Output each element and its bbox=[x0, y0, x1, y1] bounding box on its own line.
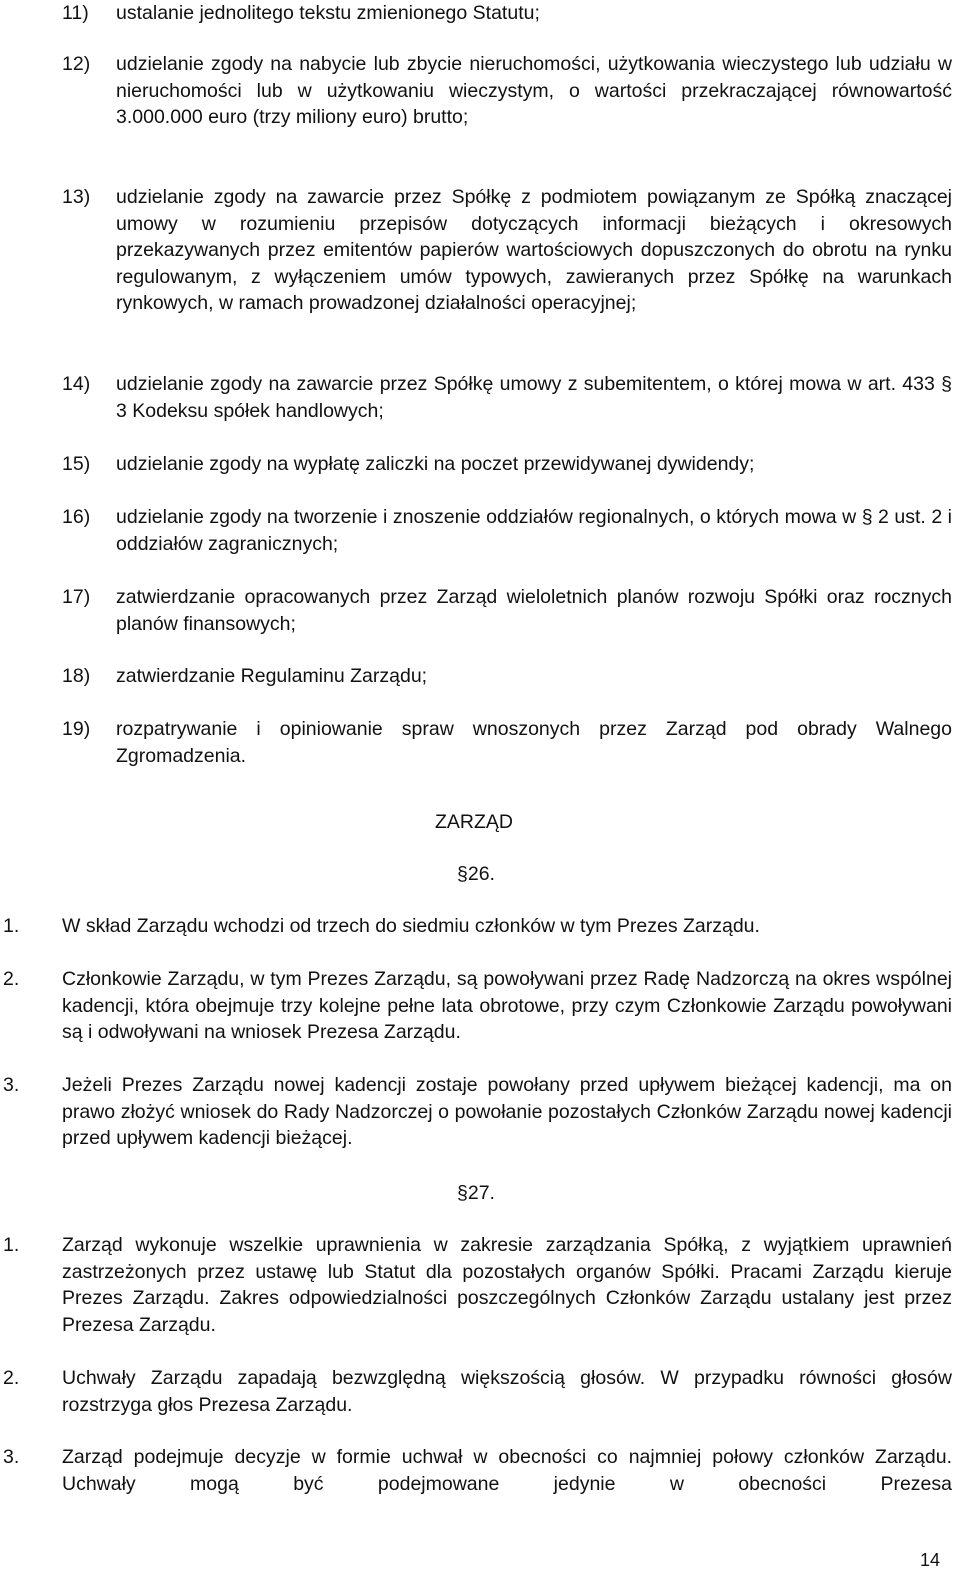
list-number: 12) bbox=[62, 53, 91, 75]
item-number: 2. bbox=[3, 968, 20, 990]
item-text: Zarząd podejmuje decyzje w formie uchwał w obecności co najmniej połowy członków Zarządu. Uchwały mogą być podejmowane jedynie w obecności Prezesa bbox=[62, 1446, 952, 1495]
list-number: 13) bbox=[62, 186, 91, 208]
item-number: 3. bbox=[3, 1074, 20, 1096]
list-item-13 bbox=[0, 184, 952, 317]
item-text: Członkowie Zarządu, w tym Prezes Zarządu, są powoływani przez Radę Nadzorczą na okres wspólnej kadencji, która obejmuje trzy kolejne pełne lata obrotowe, przy czym Członkowie Zarządu powoływani są i odwoływani na wniosek Prezesa Zarządu. bbox=[62, 968, 952, 1044]
item-number: 2. bbox=[3, 1367, 20, 1389]
list-text: udzielanie zgody na tworzenie i znoszenie oddziałów regionalnych, o których mowa w § 2 ust. 2 i oddziałów zagranicznych; bbox=[116, 506, 952, 555]
list-number: 11) bbox=[62, 2, 89, 24]
item-text: Uchwały Zarządu zapadają bezwzględną większością głosów. W przypadku równości głosów rozstrzyga głos Prezesa Zarządu. bbox=[62, 1367, 952, 1416]
list-item-14 bbox=[0, 371, 952, 424]
list-item-19 bbox=[0, 716, 952, 769]
section-heading: ZARZĄD bbox=[435, 811, 513, 833]
list-text: udzielanie zgody na zawarcie przez Spółkę z podmiotem powiązanym ze Spółką znaczącej umowy w rozumieniu przepisów dotyczących informacji bieżących i okresowych przekazywanych przez emitentów papierów wartościowych dopuszczonych do obrotu na rynku regulowanym, z wyłączeniem umów typowych, zawieranych przez Spółkę na warunkach rynkowych, w ramach prowadzonej działalności operacyjnej; bbox=[116, 186, 952, 315]
list-item-15 bbox=[0, 451, 952, 478]
list-number: 18) bbox=[62, 665, 91, 687]
item-text: Zarząd wykonuje wszelkie uprawnienia w zakresie zarządzania Spółką, z wyjątkiem uprawnień zastrzeżonych przez ustawę lub Statut dla pozostałych organów Spółki. Pracami Zarządu kieruje Prezes Zarządu. Zakres odpowiedzialności poszczególnych Członków Zarządu ustalany jest przez Prezesa Zarządu. bbox=[62, 1234, 952, 1336]
paragraph-27-item-3 bbox=[0, 1444, 952, 1497]
list-text: udzielanie zgody na wypłatę zaliczki na poczet przewidywanej dywidendy; bbox=[116, 453, 755, 475]
list-text: zatwierdzanie opracowanych przez Zarząd wieloletnich planów rozwoju Spółki oraz rocznych planów finansowych; bbox=[116, 586, 952, 635]
list-number: 14) bbox=[62, 373, 91, 395]
paragraph-26-item-1 bbox=[0, 913, 952, 940]
item-number: 3. bbox=[3, 1446, 20, 1468]
list-number: 16) bbox=[62, 506, 91, 528]
page-number: 14 bbox=[920, 1550, 941, 1570]
list-text: ustalanie jednolitego tekstu zmienionego Statutu; bbox=[116, 2, 540, 24]
list-item-17 bbox=[0, 584, 952, 637]
paragraph-26-item-3 bbox=[0, 1072, 952, 1152]
item-text: Jeżeli Prezes Zarządu nowej kadencji zostaje powołany przed upływem bieżącej kadencji, ma on prawo złożyć wniosek do Rady Nadzorczej o powołanie pozostałych Członków Zarządu nowej kadencji przed upływem kadencji bieżącej. bbox=[62, 1074, 952, 1150]
paragraph-26-heading: §26. bbox=[457, 863, 495, 885]
list-item-16 bbox=[0, 504, 952, 557]
paragraph-27-item-1 bbox=[0, 1232, 952, 1338]
paragraph-27-item-2 bbox=[0, 1365, 952, 1418]
list-number: 15) bbox=[62, 453, 91, 475]
paragraph-26-item-2 bbox=[0, 966, 952, 1046]
list-text: zatwierdzanie Regulaminu Zarządu; bbox=[116, 665, 428, 687]
list-text: rozpatrywanie i opiniowanie spraw wnoszonych przez Zarząd pod obrady Walnego Zgromadzenia. bbox=[116, 718, 952, 767]
list-text: udzielanie zgody na zawarcie przez Spółkę umowy z subemitentem, o której mowa w art. 433 § 3 Kodeksu spółek handlowych; bbox=[116, 373, 952, 422]
paragraph-27-heading: §27. bbox=[457, 1182, 495, 1204]
list-number: 19) bbox=[62, 718, 91, 740]
list-item-18 bbox=[0, 663, 952, 690]
item-text: W skład Zarządu wchodzi od trzech do siedmiu członków w tym Prezes Zarządu. bbox=[62, 915, 760, 937]
list-text: udzielanie zgody na nabycie lub zbycie nieruchomości, użytkowania wieczystego lub udziału w nieruchomości lub w użytkowaniu wieczystym, o wartości przekraczającej równowartość 3.000.000 euro (trzy miliony euro) brutto; bbox=[116, 53, 952, 129]
list-item-12 bbox=[0, 51, 952, 131]
list-number: 17) bbox=[62, 586, 91, 608]
list-item-11 bbox=[0, 0, 952, 27]
item-number: 1. bbox=[3, 915, 20, 937]
item-number: 1. bbox=[3, 1234, 20, 1256]
